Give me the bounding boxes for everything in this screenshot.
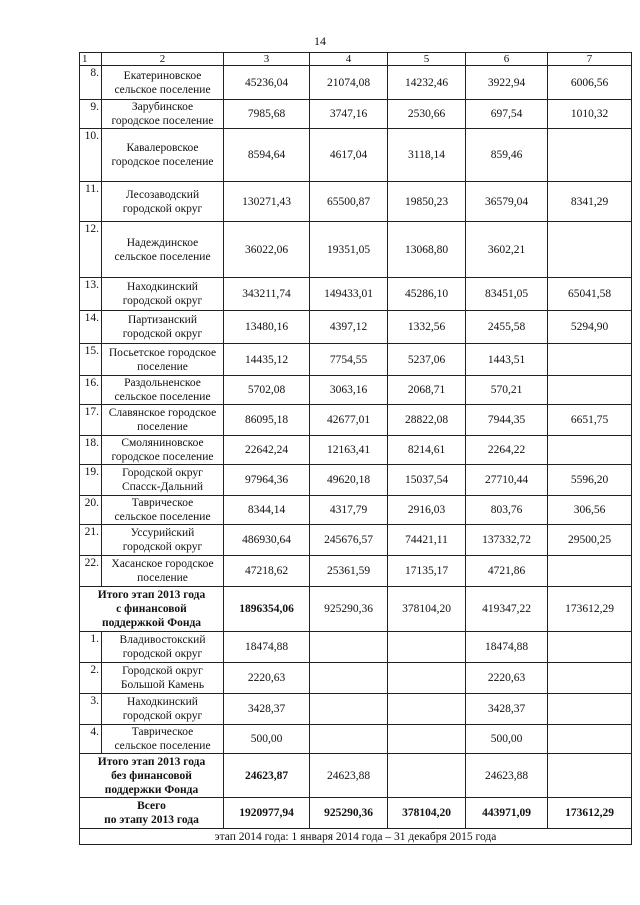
value-cell: 13480,16 — [224, 311, 310, 344]
row-number: 2. — [80, 663, 102, 694]
row-number: 10. — [80, 129, 102, 182]
municipality-name-line-1: Хасанское городское — [111, 558, 214, 570]
value-cell: 1896354,06 — [224, 587, 310, 632]
table-row — [80, 694, 632, 725]
row-number: 8. — [80, 66, 102, 100]
value-cell: 18474,88 — [466, 632, 548, 663]
table-row — [80, 556, 632, 587]
value-cell — [310, 632, 388, 663]
municipality-name-line-1: Находкинский — [127, 696, 198, 708]
header-cell: 6 — [466, 53, 548, 66]
value-cell: 3747,16 — [310, 100, 388, 129]
municipality-name-line-1: Раздольненское — [124, 377, 201, 389]
municipality-name — [102, 632, 224, 663]
table-row — [80, 376, 632, 405]
value-cell: 2220,63 — [224, 663, 310, 694]
municipality-name-line-2: сельское поселение — [114, 511, 211, 523]
municipality-name-line-2: поселение — [137, 360, 188, 373]
municipality-name-line-1: Находкинский — [127, 281, 198, 293]
total-label-line-2: по этапу 2013 года — [104, 814, 199, 826]
municipality-name-line-2: городской округ — [122, 541, 203, 553]
municipality-name-line-1: Таврическое — [131, 497, 194, 509]
value-cell: 8344,14 — [224, 496, 310, 525]
municipality-name-line-1: Лесозаводский — [125, 188, 200, 201]
page-number: 14 — [314, 34, 326, 48]
municipality-name — [102, 465, 224, 496]
header-cell: 5 — [388, 53, 466, 66]
value-cell: 4317,79 — [310, 496, 388, 525]
row-number: 9. — [80, 100, 102, 129]
value-cell: 486930,64 — [224, 525, 310, 556]
value-cell: 306,56 — [548, 496, 632, 525]
value-cell: 19351,05 — [310, 222, 388, 278]
value-cell: 803,76 — [466, 496, 548, 525]
value-cell: 149433,01 — [310, 278, 388, 311]
header-row — [80, 53, 632, 66]
municipality-name-line-2: сельское поселение — [114, 740, 211, 752]
table-row — [80, 278, 632, 311]
row-number: 20. — [80, 496, 102, 525]
value-cell: 500,00 — [224, 725, 310, 754]
value-cell — [388, 663, 466, 694]
value-cell: 28822,08 — [388, 405, 466, 436]
value-cell: 378104,20 — [388, 798, 466, 829]
municipality-name-line-2: Большой Камень — [120, 679, 205, 691]
municipality-name — [102, 556, 224, 587]
total-label-line-1: Итого этап 2013 года — [97, 755, 206, 768]
value-cell: 49620,18 — [310, 465, 388, 496]
row-number: 17. — [80, 405, 102, 436]
table-row — [80, 725, 632, 754]
header-cell: 2 — [102, 53, 224, 66]
municipality-name — [102, 725, 224, 754]
value-cell: 24623,88 — [466, 754, 548, 798]
header-cell: 4 — [310, 53, 388, 66]
municipality-name-line-1: Посьетское городское — [108, 346, 217, 359]
total-label-line-1: Итого этап 2013 года — [97, 589, 206, 601]
total-label-line-3: поддержкой Фонда — [101, 617, 202, 629]
value-cell — [388, 632, 466, 663]
value-cell: 245676,57 — [310, 525, 388, 556]
municipality-name-line-1: Владивостокский — [119, 634, 206, 646]
value-cell: 7754,55 — [310, 344, 388, 376]
value-cell: 36579,04 — [466, 182, 548, 222]
municipality-name — [102, 278, 224, 311]
municipality-name — [102, 525, 224, 556]
value-cell: 130271,43 — [224, 182, 310, 222]
value-cell: 859,46 — [466, 129, 548, 182]
value-cell: 1010,32 — [548, 100, 632, 129]
municipality-name — [102, 344, 224, 376]
value-cell: 24623,88 — [310, 754, 388, 798]
municipality-name-line-2: поселение — [137, 572, 188, 584]
row-number: 22. — [80, 556, 102, 587]
value-cell: 2530,66 — [388, 100, 466, 129]
municipality-name-line-1: Екатериновское — [123, 69, 202, 82]
value-cell: 42677,01 — [310, 405, 388, 436]
value-cell — [310, 725, 388, 754]
value-cell — [548, 663, 632, 694]
municipality-name-line-1: Кавалеровское — [126, 142, 199, 154]
value-cell: 4397,12 — [310, 311, 388, 344]
total-label-line-1: Всего — [137, 800, 166, 812]
table-row — [80, 465, 632, 496]
total-row — [80, 587, 632, 632]
row-number: 16. — [80, 376, 102, 405]
municipality-name-line-2: городской округ — [122, 328, 203, 340]
value-cell: 65041,58 — [548, 278, 632, 311]
table-row — [80, 496, 632, 525]
value-cell: 21074,08 — [310, 66, 388, 100]
value-cell: 1332,56 — [388, 311, 466, 344]
value-cell — [548, 694, 632, 725]
total-row — [80, 798, 632, 829]
municipality-name-line-2: сельское поселение — [114, 250, 211, 263]
value-cell: 5596,20 — [548, 465, 632, 496]
table-row — [80, 344, 632, 376]
value-cell: 15037,54 — [388, 465, 466, 496]
table-row — [80, 663, 632, 694]
value-cell: 3063,16 — [310, 376, 388, 405]
value-cell: 1920977,94 — [224, 798, 310, 829]
value-cell: 25361,59 — [310, 556, 388, 587]
table-row — [80, 405, 632, 436]
value-cell: 29500,25 — [548, 525, 632, 556]
total-row — [80, 754, 632, 798]
table-row — [80, 66, 632, 100]
municipality-name-line-1: Городской округ — [122, 665, 203, 677]
municipality-name-line-2: городской округ — [122, 202, 203, 215]
value-cell: 36022,06 — [224, 222, 310, 278]
municipality-name — [102, 129, 224, 182]
municipality-name-line-2: городской округ — [122, 710, 203, 722]
value-cell: 3602,21 — [466, 222, 548, 278]
municipality-name-line-2: сельское поселение — [114, 83, 211, 96]
value-cell: 4617,04 — [310, 129, 388, 182]
value-cell: 83451,05 — [466, 278, 548, 311]
table-row — [80, 311, 632, 344]
value-cell: 14232,46 — [388, 66, 466, 100]
municipality-name-line-2: городское поселение — [111, 156, 214, 168]
value-cell: 7985,68 — [224, 100, 310, 129]
value-cell — [548, 344, 632, 376]
value-cell: 419347,22 — [466, 587, 548, 632]
stage-row — [80, 829, 632, 845]
value-cell: 8594,64 — [224, 129, 310, 182]
municipality-name — [102, 311, 224, 344]
total-label — [80, 798, 224, 829]
row-number: 21. — [80, 525, 102, 556]
value-cell — [388, 754, 466, 798]
value-cell: 2455,58 — [466, 311, 548, 344]
municipality-name-line-2: городское поселение — [111, 115, 214, 127]
value-cell: 378104,20 — [388, 587, 466, 632]
value-cell: 17135,17 — [388, 556, 466, 587]
table-row — [80, 182, 632, 222]
value-cell: 173612,29 — [548, 798, 632, 829]
value-cell: 27710,44 — [466, 465, 548, 496]
municipality-name-line-1: Славянское городское — [108, 407, 217, 419]
municipality-name-line-2: сельское поселение — [114, 391, 211, 403]
total-label — [80, 587, 224, 632]
header-cell: 3 — [224, 53, 310, 66]
value-cell — [310, 663, 388, 694]
value-cell: 6006,56 — [548, 66, 632, 100]
municipality-name-line-1: Партизанский — [128, 314, 197, 326]
value-cell: 65500,87 — [310, 182, 388, 222]
value-cell: 4721,86 — [466, 556, 548, 587]
value-cell: 47218,62 — [224, 556, 310, 587]
value-cell: 2068,71 — [388, 376, 466, 405]
value-cell: 173612,29 — [548, 587, 632, 632]
value-cell: 697,54 — [466, 100, 548, 129]
value-cell: 925290,36 — [310, 587, 388, 632]
municipality-name-line-2: городской округ — [122, 648, 203, 660]
value-cell: 7944,35 — [466, 405, 548, 436]
header-cell: 1 — [80, 53, 102, 66]
total-label — [80, 754, 224, 798]
value-cell: 2916,03 — [388, 496, 466, 525]
municipality-name-line-2: городской округ — [122, 295, 203, 307]
value-cell: 13068,80 — [388, 222, 466, 278]
value-cell: 137332,72 — [466, 525, 548, 556]
value-cell: 570,21 — [466, 376, 548, 405]
header-cell: 7 — [548, 53, 632, 66]
table-row — [80, 222, 632, 278]
municipality-name-line-1: Смоляниновское — [121, 437, 204, 449]
value-cell: 12163,41 — [310, 436, 388, 465]
table-row — [80, 525, 632, 556]
municipality-name-line-1: Надеждинское — [126, 236, 199, 249]
stage-caption: этап 2014 года: 1 января 2014 года – 31 декабря 2015 года — [80, 829, 632, 845]
value-cell — [548, 556, 632, 587]
value-cell — [548, 725, 632, 754]
value-cell: 2220,63 — [466, 663, 548, 694]
row-number: 3. — [80, 694, 102, 725]
value-cell: 8214,61 — [388, 436, 466, 465]
value-cell: 1443,51 — [466, 344, 548, 376]
value-cell: 5237,06 — [388, 344, 466, 376]
value-cell: 45236,04 — [224, 66, 310, 100]
municipality-name — [102, 100, 224, 129]
municipality-name — [102, 663, 224, 694]
value-cell — [548, 436, 632, 465]
municipality-name-line-1: Таврическое — [131, 726, 194, 738]
row-number: 12. — [80, 222, 102, 278]
value-cell — [548, 376, 632, 405]
table-row — [80, 129, 632, 182]
value-cell: 500,00 — [466, 725, 548, 754]
row-number: 18. — [80, 436, 102, 465]
municipality-name — [102, 376, 224, 405]
value-cell: 6651,75 — [548, 405, 632, 436]
value-cell: 8341,29 — [548, 182, 632, 222]
value-cell: 443971,09 — [466, 798, 548, 829]
row-number: 14. — [80, 311, 102, 344]
municipality-name-line-2: Спасск-Дальний — [121, 481, 204, 493]
row-number: 19. — [80, 465, 102, 496]
total-label-line-2: с финансовой — [116, 603, 187, 615]
value-cell — [548, 632, 632, 663]
value-cell: 3922,94 — [466, 66, 548, 100]
municipality-name — [102, 405, 224, 436]
value-cell: 5702,08 — [224, 376, 310, 405]
table-row — [80, 436, 632, 465]
value-cell: 45286,10 — [388, 278, 466, 311]
municipality-name-line-1: Уссурийский — [130, 527, 195, 539]
value-cell: 2264,22 — [466, 436, 548, 465]
value-cell: 14435,12 — [224, 344, 310, 376]
value-cell: 343211,74 — [224, 278, 310, 311]
value-cell: 97964,36 — [224, 465, 310, 496]
value-cell: 86095,18 — [224, 405, 310, 436]
municipality-name-line-2: городское поселение — [111, 451, 214, 463]
value-cell — [388, 694, 466, 725]
value-cell — [548, 129, 632, 182]
municipality-name-line-2: поселение — [137, 421, 188, 433]
value-cell: 3118,14 — [388, 129, 466, 182]
municipality-name-line-1: Городской округ — [122, 467, 203, 479]
value-cell: 18474,88 — [224, 632, 310, 663]
budget-table — [79, 52, 632, 845]
value-cell — [310, 694, 388, 725]
row-number: 13. — [80, 278, 102, 311]
value-cell — [548, 754, 632, 798]
municipality-name — [102, 496, 224, 525]
value-cell: 24623,87 — [224, 754, 310, 798]
row-number: 4. — [80, 725, 102, 754]
municipality-name-line-1: Зарубинское — [131, 101, 194, 113]
value-cell: 3428,37 — [466, 694, 548, 725]
value-cell: 19850,23 — [388, 182, 466, 222]
row-number: 1. — [80, 632, 102, 663]
row-number: 15. — [80, 344, 102, 376]
municipality-name — [102, 66, 224, 100]
row-number: 11. — [80, 182, 102, 222]
value-cell — [388, 725, 466, 754]
value-cell: 3428,37 — [224, 694, 310, 725]
total-label-line-2: без финансовой — [111, 769, 192, 782]
value-cell — [548, 222, 632, 278]
table-row — [80, 632, 632, 663]
value-cell: 74421,11 — [388, 525, 466, 556]
value-cell: 22642,24 — [224, 436, 310, 465]
municipality-name — [102, 222, 224, 278]
value-cell: 5294,90 — [548, 311, 632, 344]
table-row — [80, 100, 632, 129]
municipality-name — [102, 436, 224, 465]
value-cell: 925290,36 — [310, 798, 388, 829]
total-label-line-3: поддержки Фонда — [104, 783, 199, 796]
municipality-name — [102, 182, 224, 222]
municipality-name — [102, 694, 224, 725]
